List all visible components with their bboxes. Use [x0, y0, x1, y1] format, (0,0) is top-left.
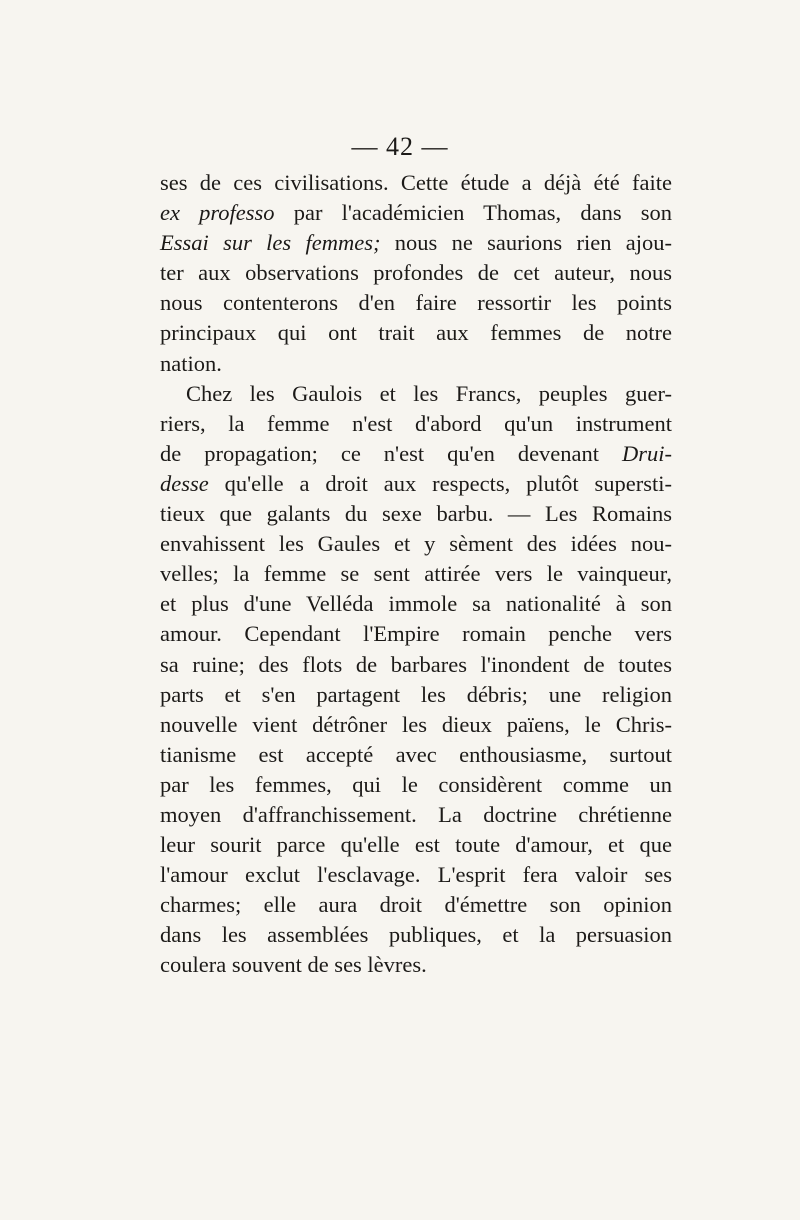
text-line: nous contenterons d'en faire ressortir les points	[160, 290, 672, 316]
text-line	[160, 469, 672, 499]
text-line: leur sourit parce qu'elle est toute d'amour, et que	[160, 832, 672, 858]
text-line: amour. Cependant l'Empire romain penche vers	[160, 621, 672, 647]
text-line: dans les assemblées publiques, et la persuasion	[160, 922, 672, 948]
text-line: charmes; elle aura droit d'émettre son opinion	[160, 892, 672, 918]
text-line: coulera souvent de ses lèvres.	[160, 952, 427, 978]
text-line: sa ruine; des flots de barbares l'inondent de toutes	[160, 651, 672, 677]
text-line: moyen d'affranchissement. La doctrine chrétienne	[160, 801, 672, 827]
italic-title: Essai sur les femmes;	[160, 230, 381, 256]
page-number: — 42 —	[351, 132, 449, 161]
text-line: par les femmes, qui le considèrent comme un	[160, 771, 672, 797]
text-line: l'amour exclut l'esclavage. L'esprit fera valoir ses	[160, 862, 672, 888]
text-line: principaux qui ont trait aux femmes de notre	[160, 320, 672, 346]
text-line: nation.	[160, 350, 222, 376]
text-fragment: qu'elle a droit aux respects, plutôt supersti-	[208, 470, 672, 496]
body-text	[160, 168, 672, 981]
text-line: ses de ces civilisations. Cette étude a déjà été faite	[160, 170, 672, 195]
text-fragment: nous ne saurions rien ajou-	[380, 230, 673, 256]
text-line: envahissent les Gaules et y sèment des idées nou-	[160, 531, 672, 557]
text-line	[160, 439, 672, 469]
italic-word: desse	[160, 470, 209, 496]
text-line: nouvelle vient détrôner les dieux païens, le Chris-	[160, 711, 672, 737]
text-line: tieux que galants du sexe barbu. — Les Romains	[160, 501, 672, 527]
text-line: parts et s'en partagent les débris; une religion	[160, 681, 672, 707]
text-fragment: par l'académicien Thomas, dans son	[274, 200, 672, 226]
text-line: riers, la femme n'est d'abord qu'un instrument	[160, 410, 672, 436]
text-fragment: de propagation; ce n'est qu'en devenant	[160, 440, 622, 466]
text-line: velles; la femme se sent attirée vers le vainqueur,	[160, 561, 672, 587]
text-line: tianisme est accepté avec enthousiasme, surtout	[160, 741, 672, 767]
text-line	[160, 198, 672, 228]
text-line: et plus d'une Velléda immole sa nationalité à son	[160, 591, 672, 617]
italic-phrase: ex professo	[160, 200, 275, 226]
text-line	[160, 228, 672, 258]
italic-word: Drui-	[622, 440, 672, 466]
text-line: Chez les Gaulois et les Francs, peuples guer-	[186, 380, 672, 406]
text-line: ter aux observations profondes de cet auteur, nous	[160, 260, 672, 286]
